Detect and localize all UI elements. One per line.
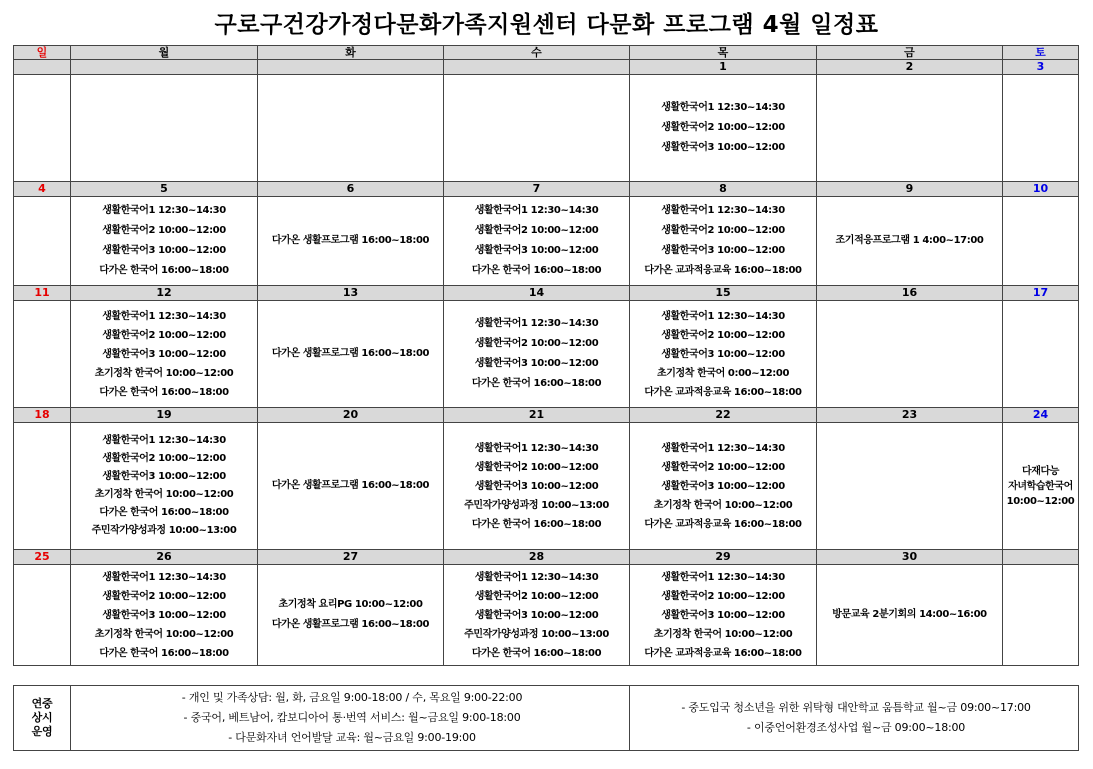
weekday-tue: 화 <box>258 46 444 60</box>
program-entry: 다가온 한국어 16:00~18:00 <box>99 265 229 276</box>
program-row <box>14 301 1079 408</box>
date-row <box>14 408 1079 423</box>
program-cell-sat <box>1003 423 1079 550</box>
date-fri: 16 <box>817 286 1003 301</box>
program-entry: 다가온 한국어 16:00~18:00 <box>99 507 229 518</box>
program-entry: 초기정착 한국어 10:00~12:00 <box>653 628 793 640</box>
program-cell-fri <box>817 197 1003 286</box>
date-mon: 5 <box>71 182 258 197</box>
note-line: - 개인 및 가족상담: 월, 화, 금요일 9:00-18:00 / 수, 목요일 9:00-22:00 <box>181 691 523 704</box>
program-cell-fri <box>817 423 1003 550</box>
note-line: - 이중언어환경조성사업 월~금 09:00~18:00 <box>746 721 966 734</box>
weekday-fri: 금 <box>817 46 1003 60</box>
program-entry: 주민작가양성과정 10:00~13:00 <box>464 628 609 640</box>
notes-label-line: 운영 <box>31 725 53 738</box>
program-entry: 다가온 한국어 16:00~18:00 <box>471 647 602 659</box>
date-sat <box>1003 550 1079 565</box>
date-tue: 6 <box>258 182 444 197</box>
program-cell-sun <box>14 423 71 550</box>
program-entry: 다가온 한국어 16:00~18:00 <box>471 378 602 389</box>
program-entry: 생활한국어2 10:00~12:00 <box>661 225 785 236</box>
program-entry: 생활한국어2 10:00~12:00 <box>474 590 599 602</box>
program-entry: 생활한국어1 12:30~14:30 <box>102 310 226 322</box>
page-title: 구로구건강가정다문화가족지원센터 다문화 프로그램 4월 일정표 <box>214 12 879 38</box>
program-row <box>14 197 1079 286</box>
program-cell-thu <box>630 565 817 666</box>
note-line: - 다문화자녀 언어발달 교육: 월~금요일 9:00-19:00 <box>228 731 476 744</box>
program-entry: 생활한국어2 10:00~12:00 <box>474 225 599 236</box>
program-cell-thu <box>630 423 817 550</box>
program-entry: 생활한국어1 12:30~14:30 <box>474 318 599 329</box>
program-entry: 주민작가양성과정 10:00~13:00 <box>91 525 237 536</box>
program-row <box>14 565 1079 666</box>
program-cell-sat <box>1003 565 1079 666</box>
program-cell-fri <box>817 75 1003 182</box>
date-tue: 13 <box>258 286 444 301</box>
program-cell-sun <box>14 197 71 286</box>
program-entry: 생활한국어1 12:30~14:30 <box>661 102 785 113</box>
date-mon: 19 <box>71 408 258 423</box>
date-tue: 20 <box>258 408 444 423</box>
program-cell-wed <box>444 301 630 408</box>
program-cell-mon <box>71 75 258 182</box>
date-row <box>14 60 1079 75</box>
weekday-mon: 월 <box>71 46 258 60</box>
weekday-sun: 일 <box>14 46 71 60</box>
program-entry: 초기정착 한국어 10:00~12:00 <box>94 628 234 640</box>
program-cell-sat <box>1003 75 1079 182</box>
date-wed: 14 <box>444 286 630 301</box>
program-cell-mon <box>71 565 258 666</box>
program-entry: 생활한국어1 12:30~14:30 <box>661 205 785 216</box>
program-entry: 생활한국어2 10:00~12:00 <box>661 590 785 602</box>
date-sun: 11 <box>14 286 71 301</box>
program-cell-wed <box>444 75 630 182</box>
program-entry: 생활한국어1 12:30~14:30 <box>102 571 226 583</box>
program-entry: 다가온 교과적응교육 16:00~18:00 <box>644 265 802 276</box>
program-cell-sun <box>14 301 71 408</box>
date-sat: 10 <box>1003 182 1079 197</box>
program-entry: 생활한국어1 12:30~14:30 <box>102 205 226 216</box>
notes-label-line: 연중 <box>31 697 53 710</box>
weekday-header-row <box>14 46 1079 60</box>
program-entry: 생활한국어2 10:00~12:00 <box>102 225 226 236</box>
note-line: - 중도입국 청소년을 위한 위탁형 대안학교 움틈학교 월~금 09:00~17:00 <box>681 701 1031 714</box>
date-wed <box>444 60 630 75</box>
date-wed: 28 <box>444 550 630 565</box>
program-cell-sun <box>14 75 71 182</box>
program-entry: 생활한국어2 10:00~12:00 <box>102 590 226 602</box>
program-entry: 자녀학습한국어 <box>1008 480 1073 492</box>
program-entry: 생활한국어2 10:00~12:00 <box>474 461 599 473</box>
date-thu: 15 <box>630 286 817 301</box>
program-entry: 다가온 교과적응교육 16:00~18:00 <box>644 386 802 398</box>
note-line: - 중국어, 베트남어, 캄보디아어 통·번역 서비스: 월~금요일 9:00-18:00 <box>183 711 521 724</box>
date-mon: 26 <box>71 550 258 565</box>
date-wed: 21 <box>444 408 630 423</box>
program-entry: 다가온 생활프로그램 16:00~18:00 <box>271 480 430 491</box>
program-entry: 조기적응프로그램 1 4:00~17:00 <box>835 235 984 246</box>
date-row <box>14 286 1079 301</box>
program-cell-mon <box>71 423 258 550</box>
program-entry: 생활한국어1 12:30~14:30 <box>474 571 599 583</box>
date-tue: 27 <box>258 550 444 565</box>
weekday-wed: 수 <box>444 46 630 60</box>
date-sat: 17 <box>1003 286 1079 301</box>
date-sun: 25 <box>14 550 71 565</box>
program-cell-sat <box>1003 197 1079 286</box>
program-entry: 생활한국어2 10:00~12:00 <box>102 329 226 341</box>
date-fri: 9 <box>817 182 1003 197</box>
program-entry: 생활한국어1 12:30~14:30 <box>474 442 599 454</box>
weekday-thu: 목 <box>630 46 817 60</box>
date-sat: 3 <box>1003 60 1079 75</box>
program-entry: 10:00~12:00 <box>1006 495 1075 507</box>
schedule-table <box>13 45 1079 666</box>
program-entry: 생활한국어2 10:00~12:00 <box>102 453 226 464</box>
date-sat: 24 <box>1003 408 1079 423</box>
program-entry: 다가온 한국어 16:00~18:00 <box>471 518 602 530</box>
program-cell-thu <box>630 75 817 182</box>
program-entry: 생활한국어3 10:00~12:00 <box>102 245 226 256</box>
date-sun: 4 <box>14 182 71 197</box>
program-entry: 생활한국어3 10:00~12:00 <box>102 609 226 621</box>
program-entry: 다가온 한국어 16:00~18:00 <box>99 647 229 659</box>
program-entry: 생활한국어3 10:00~12:00 <box>661 480 785 492</box>
program-entry: 생활한국어3 10:00~12:00 <box>661 348 785 360</box>
program-entry: 생활한국어3 10:00~12:00 <box>661 142 785 153</box>
program-entry: 생활한국어3 10:00~12:00 <box>102 471 226 482</box>
program-entry: 생활한국어3 10:00~12:00 <box>474 480 599 492</box>
date-thu: 1 <box>630 60 817 75</box>
program-entry: 생활한국어3 10:00~12:00 <box>474 609 599 621</box>
program-entry: 주민작가양성과정 10:00~13:00 <box>464 499 609 511</box>
program-cell-tue <box>258 565 444 666</box>
program-cell-tue <box>258 75 444 182</box>
program-entry: 초기정착 한국어 10:00~12:00 <box>94 489 234 500</box>
date-fri: 23 <box>817 408 1003 423</box>
program-entry: 생활한국어1 12:30~14:30 <box>474 205 599 216</box>
program-row <box>14 423 1079 550</box>
date-fri: 2 <box>817 60 1003 75</box>
program-cell-wed <box>444 565 630 666</box>
program-entry: 생활한국어3 10:00~12:00 <box>661 245 785 256</box>
program-entry: 생활한국어1 12:30~14:30 <box>661 310 785 322</box>
program-cell-fri <box>817 301 1003 408</box>
date-sun: 18 <box>14 408 71 423</box>
program-entry: 생활한국어2 10:00~12:00 <box>661 329 785 341</box>
program-entry: 생활한국어1 12:30~14:30 <box>661 571 785 583</box>
program-cell-thu <box>630 197 817 286</box>
program-entry: 초기정착 요리PG 10:00~12:00 <box>278 599 423 610</box>
program-entry: 생활한국어3 10:00~12:00 <box>474 358 599 369</box>
date-mon <box>71 60 258 75</box>
weekday-sat: 토 <box>1003 46 1079 60</box>
date-thu: 22 <box>630 408 817 423</box>
program-entry: 초기정착 한국어 0:00~12:00 <box>656 367 790 379</box>
program-entry: 생활한국어1 12:30~14:30 <box>102 435 226 446</box>
date-tue <box>258 60 444 75</box>
program-entry: 다가온 생활프로그램 16:00~18:00 <box>271 235 430 246</box>
program-cell-tue <box>258 423 444 550</box>
program-cell-tue <box>258 197 444 286</box>
program-cell-wed <box>444 423 630 550</box>
program-entry: 생활한국어1 12:30~14:30 <box>661 442 785 454</box>
date-row <box>14 550 1079 565</box>
program-entry: 다가온 한국어 16:00~18:00 <box>471 265 602 276</box>
notes-right <box>630 686 1079 751</box>
program-row <box>14 75 1079 182</box>
notes-table <box>13 685 1079 751</box>
program-entry: 다가온 교과적응교육 16:00~18:00 <box>644 647 802 659</box>
date-thu: 29 <box>630 550 817 565</box>
program-cell-wed <box>444 197 630 286</box>
program-entry: 생활한국어3 10:00~12:00 <box>661 609 785 621</box>
date-mon: 12 <box>71 286 258 301</box>
program-entry: 방문교육 2분기회의 14:00~16:00 <box>832 609 987 620</box>
program-entry: 다가온 생활프로그램 16:00~18:00 <box>271 348 430 359</box>
program-cell-mon <box>71 197 258 286</box>
program-entry: 생활한국어2 10:00~12:00 <box>661 122 785 133</box>
program-cell-fri <box>817 565 1003 666</box>
program-cell-sun <box>14 565 71 666</box>
program-cell-tue <box>258 301 444 408</box>
date-wed: 7 <box>444 182 630 197</box>
program-entry: 생활한국어2 10:00~12:00 <box>661 461 785 473</box>
program-entry: 다가온 생활프로그램 16:00~18:00 <box>271 619 430 630</box>
program-cell-mon <box>71 301 258 408</box>
date-thu: 8 <box>630 182 817 197</box>
program-entry: 다가온 교과적응교육 16:00~18:00 <box>644 518 802 530</box>
program-entry: 다재다능 <box>1021 465 1060 477</box>
date-fri: 30 <box>817 550 1003 565</box>
date-row <box>14 182 1079 197</box>
notes-label-line: 상시 <box>31 711 53 724</box>
program-cell-sat <box>1003 301 1079 408</box>
program-entry: 생활한국어3 10:00~12:00 <box>474 245 599 256</box>
program-cell-thu <box>630 301 817 408</box>
program-entry: 생활한국어2 10:00~12:00 <box>474 338 599 349</box>
notes-left <box>71 686 630 751</box>
program-entry: 초기정착 한국어 10:00~12:00 <box>653 499 793 511</box>
notes-label <box>14 686 71 751</box>
program-entry: 다가온 한국어 16:00~18:00 <box>99 386 229 398</box>
date-sun <box>14 60 71 75</box>
program-entry: 생활한국어3 10:00~12:00 <box>102 348 226 360</box>
program-entry: 초기정착 한국어 10:00~12:00 <box>94 367 234 379</box>
